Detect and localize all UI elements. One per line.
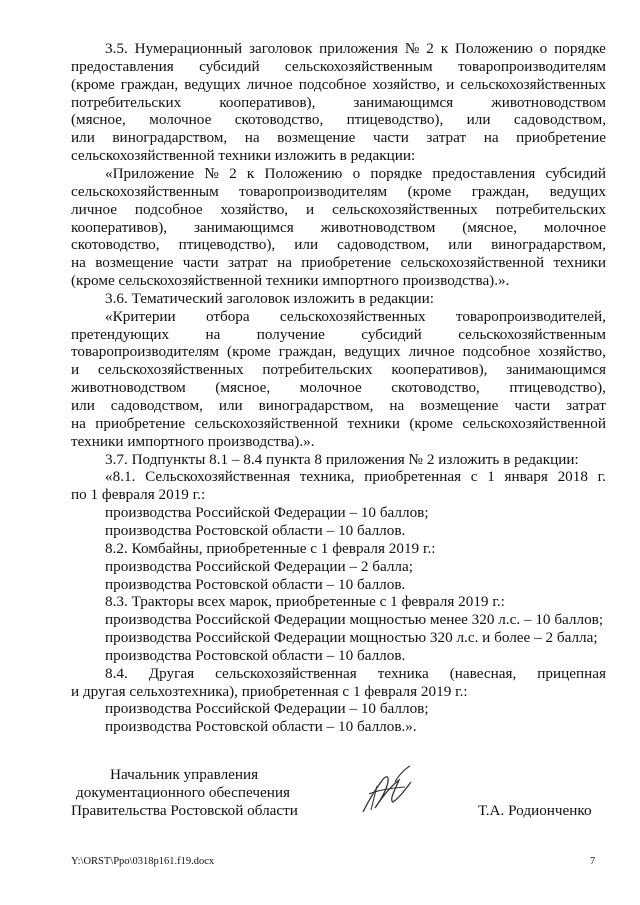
word: подсобное <box>298 75 367 93</box>
word: предоставления <box>432 164 536 182</box>
line-text: производства Российской Федерации мощностью менее 320 л.с. – 10 баллов; <box>105 611 604 629</box>
word: животноводством <box>491 93 606 111</box>
word: (мясное, <box>462 218 518 236</box>
word: субсидий <box>545 164 606 182</box>
line-text: 3.6. Тематический заголовок изложить в редакции: <box>105 289 435 307</box>
text-line <box>105 308 606 325</box>
word: птицеводство), <box>346 111 444 129</box>
word: (кроме <box>71 75 115 93</box>
word: отбора <box>205 307 250 325</box>
word: молочное <box>543 218 606 236</box>
word: г. <box>597 468 606 486</box>
word: товаропроизводителям <box>71 343 220 361</box>
word: на <box>71 254 86 272</box>
text-line <box>105 665 606 682</box>
word: приобретение <box>516 129 606 147</box>
line-text: сельскохозяйственной техники изложить в редакции: <box>71 147 416 165</box>
line-text: 8.3. Тракторы всех марок, приобретенные с 1 февраля 2019 г.: <box>105 593 505 611</box>
word: кооперативов), <box>391 361 488 379</box>
word: животноводством <box>320 218 436 236</box>
text-line <box>71 254 606 271</box>
signer-position-line1: Начальник управления <box>110 766 259 783</box>
line-text: (кроме сельскохозяйственной техники импортного производства).». <box>71 272 510 290</box>
word: затрат <box>426 129 467 147</box>
word: виноградарством, <box>258 397 374 414</box>
word: и <box>446 75 455 93</box>
line-text: производства Ростовской области – 10 баллов. <box>105 646 406 664</box>
word: сельскохозяйственных <box>460 75 606 93</box>
line-text: 8.2. Комбайны, приобретенные с 1 февраля 2019 г.: <box>105 539 436 557</box>
word: заголовок <box>249 40 313 57</box>
word: субсидий <box>361 325 422 343</box>
word: ведущих <box>184 75 241 93</box>
word: техники <box>347 414 400 432</box>
text-line <box>71 111 606 128</box>
word: занимающимся <box>353 93 454 111</box>
word: птицеводство), <box>178 236 276 254</box>
word: о <box>352 164 361 182</box>
word: потребительских <box>71 93 182 111</box>
text-line <box>71 58 606 75</box>
word: сельскохозяйственных <box>97 361 244 379</box>
text-line <box>105 40 606 57</box>
word: личное <box>71 200 117 218</box>
word: Сельскохозяйственная <box>145 468 291 486</box>
word: порядке <box>554 40 606 57</box>
word: или <box>218 397 243 414</box>
word: скотоводство, <box>71 236 160 254</box>
word: с <box>470 468 478 486</box>
word: личное <box>408 343 455 361</box>
text-line <box>71 361 606 378</box>
line-text: техники импортного производства).». <box>71 432 315 450</box>
line-text: производства Ростовской области – 10 баллов. <box>105 521 406 539</box>
line-text: 3.7. Подпункты 8.1 – 8.4 пункта 8 приложения № 2 изложить в редакции: <box>105 450 579 468</box>
word: сельскохозяйственной <box>462 414 606 432</box>
word: прицепная <box>537 664 606 682</box>
word: № <box>204 164 219 182</box>
word: хозяйство, <box>220 200 289 218</box>
word: к <box>246 164 255 182</box>
word: (мясное, <box>215 379 271 397</box>
text-line <box>71 183 606 200</box>
word: кооперативов), <box>219 93 316 111</box>
word: о <box>539 40 548 57</box>
word: (кроме <box>407 182 452 200</box>
word: возмещение <box>277 129 356 147</box>
word: (мясное, <box>71 111 126 129</box>
handwritten-signature <box>355 760 425 820</box>
word: или <box>71 129 95 147</box>
word: Другая <box>148 664 195 682</box>
word: января <box>504 468 548 486</box>
word: потребительских <box>262 361 373 379</box>
word: 2 <box>426 40 434 57</box>
word: товаропроизводителям <box>239 182 388 200</box>
word: на <box>277 254 292 272</box>
word: приобретение <box>301 254 392 272</box>
text-line <box>105 468 606 485</box>
word: приложения <box>319 40 399 57</box>
word: скотоводство, <box>234 111 324 129</box>
word: Положению <box>455 40 533 57</box>
line-text: и другая сельхозтехника), приобретенная с 1 февраля 2019 г.: <box>71 682 468 700</box>
word: сельскохозяйственной <box>194 414 339 432</box>
word: животноводством <box>71 379 186 397</box>
word: сельскохозяйственным <box>458 325 606 343</box>
text-line <box>71 76 606 93</box>
word: (кроме <box>409 414 454 432</box>
word: техника, <box>299 468 355 486</box>
word: птицеводство), <box>509 379 606 397</box>
word: виноградарством, <box>491 236 606 254</box>
word: садоводством, <box>513 111 606 129</box>
word: на <box>71 414 86 432</box>
word: 2018 <box>557 468 588 486</box>
word: товаропроизводителей, <box>455 307 606 325</box>
word: на <box>483 129 499 147</box>
word: части <box>514 397 551 414</box>
word: или <box>448 236 473 254</box>
word: техника <box>377 664 429 682</box>
text-line <box>71 326 606 343</box>
word: «8.1. <box>105 468 136 486</box>
page-number: 7 <box>590 856 596 867</box>
text-line <box>71 94 606 111</box>
text-line <box>71 236 606 253</box>
word: потребительских <box>495 200 606 218</box>
word: получение <box>256 325 325 343</box>
word: части <box>372 129 409 147</box>
word: или <box>294 236 319 254</box>
word: возмещение <box>95 254 174 272</box>
word: Положению <box>264 164 343 182</box>
word: кооперативов), <box>71 218 168 236</box>
word: на <box>389 397 405 414</box>
word: субсидий <box>199 57 260 75</box>
text-line <box>71 415 606 432</box>
word: техники <box>553 254 606 272</box>
word: занимающимся <box>193 218 294 236</box>
word: части <box>182 254 219 272</box>
word: ведущих <box>549 182 606 200</box>
text-line <box>71 343 606 360</box>
word: возмещение <box>420 397 499 414</box>
word: садоводством, <box>337 236 430 254</box>
word: граждан, <box>120 75 179 93</box>
line-text: по 1 февраля 2019 г.: <box>71 486 206 504</box>
line-text: производства Ростовской области – 10 баллов.». <box>105 718 417 736</box>
file-path: Y:\ORST\Ppo\0318p161.f19.docx <box>71 856 215 867</box>
text-line <box>71 219 606 236</box>
word: к <box>440 40 449 57</box>
word: Нумерационный <box>134 40 243 57</box>
word: сельскохозяйственным <box>71 182 219 200</box>
word: на <box>205 325 221 343</box>
line-text: производства Российской Федерации – 10 баллов; <box>105 700 429 718</box>
line-text: производства Ростовской области – 10 баллов. <box>105 575 406 593</box>
word: предоставления <box>71 57 174 75</box>
word: приобретенная <box>364 468 462 486</box>
word: молочное <box>149 111 212 129</box>
word: и <box>306 200 315 218</box>
word: затрат <box>566 397 606 414</box>
word: приобретение <box>95 414 186 432</box>
word: занимающимся <box>506 361 606 379</box>
word: скотоводство, <box>391 379 480 397</box>
word: № <box>404 40 420 57</box>
line-text: производства Российской Федерации мощностью 320 л.с. и более – 2 балла; <box>105 629 598 647</box>
text-line <box>105 165 606 182</box>
word: «Критерии <box>105 307 176 325</box>
word: садоводством, <box>110 397 203 414</box>
word: или <box>71 397 95 414</box>
word: 8.4. <box>105 664 128 682</box>
line-text: производства Российской Федерации – 10 баллов; <box>105 504 429 522</box>
word: сельскохозяйственная <box>215 664 357 682</box>
word: или <box>466 111 491 129</box>
word: претендующих <box>71 325 170 343</box>
text-line <box>71 379 606 396</box>
word: молочное <box>299 379 362 397</box>
word: 3.5. <box>105 40 128 57</box>
word: товаропроизводителям <box>457 57 606 75</box>
word: сельскохозяйственной <box>400 254 545 272</box>
word: хозяйство, <box>538 343 606 361</box>
word: граждан, <box>278 343 337 361</box>
word: сельскохозяйственных <box>332 200 478 218</box>
word: граждан, <box>471 182 530 200</box>
word: на <box>244 129 260 147</box>
word: и <box>71 361 80 379</box>
word: 1 <box>487 468 495 486</box>
word: (кроме <box>227 343 271 361</box>
word: подсобное <box>462 343 531 361</box>
word: подсобное <box>134 200 203 218</box>
word: затрат <box>227 254 268 272</box>
signer-position-line2: документационного обеспечения <box>76 784 290 801</box>
word: «Приложение <box>105 164 195 182</box>
text-line <box>71 201 606 218</box>
word: хозяйство, <box>372 75 441 93</box>
word: (навесная, <box>449 664 517 682</box>
word: сельскохозяйственным <box>284 57 433 75</box>
text-line <box>71 397 606 414</box>
word: порядке <box>370 164 423 182</box>
word: личное <box>246 75 293 93</box>
text-line <box>71 129 606 146</box>
signer-name: Т.А. Родионченко <box>478 802 592 819</box>
word: ведущих <box>344 343 401 361</box>
word: виноградарством, <box>112 129 228 147</box>
signer-position-line3: Правительства Ростовской области <box>71 802 298 819</box>
word: сельскохозяйственных <box>279 307 426 325</box>
line-text: производства Российской Федерации – 2 балла; <box>105 557 413 575</box>
word: 2 <box>229 164 237 182</box>
